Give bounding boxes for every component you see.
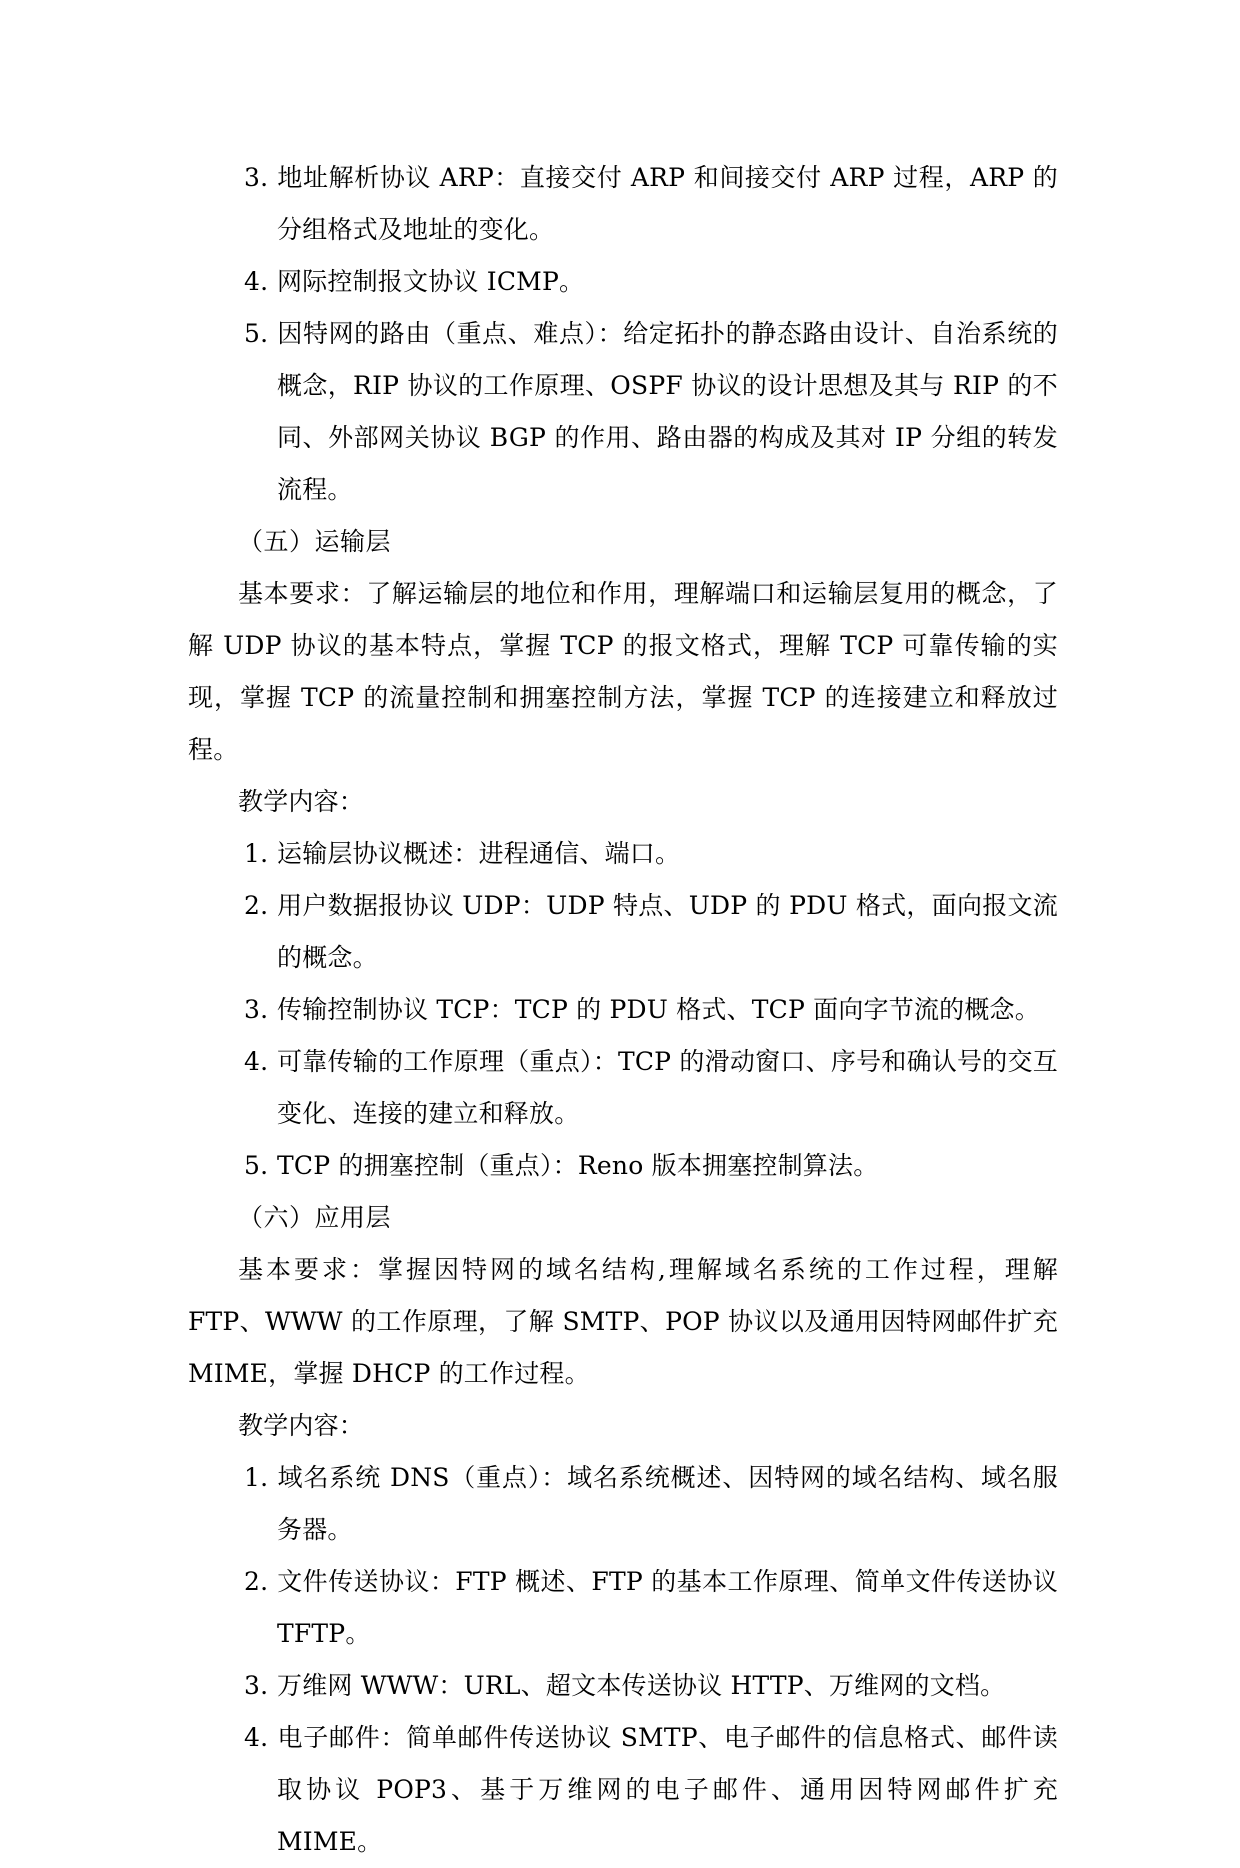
requirements-paragraph: 基本要求：了解运输层的地位和作用，理解端口和运输层复用的概念，了解 UDP 协议的基本特点，掌握 TCP 的报文格式，理解 TCP 可靠传输的实现，掌握 TCP 的流量控制和拥塞控制方法，掌握 TCP 的连接建立和释放过程。 — [188, 579, 1058, 764]
list-item — [188, 308, 1058, 516]
list-number: 5. — [244, 319, 269, 348]
list-text: 万维网 WWW：URL、超文本传送协议 HTTP、万维网的文档。 — [277, 1671, 1006, 1700]
list-text: TCP 的拥塞控制（重点）：Reno 版本拥塞控制算法。 — [277, 1151, 879, 1180]
list-number: 1. — [244, 839, 269, 868]
list-item — [188, 1556, 1058, 1660]
list-number: 3. — [244, 1671, 269, 1700]
list-item — [188, 1712, 1058, 1868]
list-text: 文件传送协议：FTP 概述、FTP 的基本工作原理、简单文件传送协议 TFTP。 — [277, 1567, 1058, 1648]
list-text: 电子邮件：简单邮件传送协议 SMTP、电子邮件的信息格式、邮件读取协议 POP3、基于万维网的电子邮件、通用因特网邮件扩充 MIME。 — [277, 1723, 1058, 1856]
list-text: 用户数据报协议 UDP：UDP 特点、UDP 的 PDU 格式，面向报文流的概念。 — [277, 891, 1058, 972]
list-number: 4. — [244, 1723, 269, 1752]
list-item — [188, 1140, 1058, 1192]
list-text: 地址解析协议 ARP：直接交付 ARP 和间接交付 ARP 过程，ARP 的分组格式及地址的变化。 — [277, 163, 1058, 244]
section-heading-transport: （五）运输层 — [238, 527, 392, 556]
list-text: 网际控制报文协议 ICMP。 — [277, 267, 585, 296]
list-number: 1. — [244, 1463, 269, 1492]
content-label: 教学内容： — [238, 1411, 365, 1440]
list-number: 3. — [244, 163, 269, 192]
list-text: 运输层协议概述：进程通信、端口。 — [277, 839, 681, 868]
list-text: 因特网的路由（重点、难点）：给定拓扑的静态路由设计、自治系统的概念，RIP 协议的工作原理、OSPF 协议的设计思想及其与 RIP 的不同、外部网关协议 BGP 的作用、路由器的构成及其对 IP 分组的转发流程。 — [277, 319, 1058, 504]
list-number: 2. — [244, 891, 269, 920]
list-item — [188, 828, 1058, 880]
section-heading-application: （六）应用层 — [238, 1203, 392, 1232]
list-number: 4. — [244, 1047, 269, 1076]
list-text: 域名系统 DNS（重点）：域名系统概述、因特网的域名结构、域名服务器。 — [277, 1463, 1058, 1544]
list-item — [188, 1036, 1058, 1140]
list-number: 3. — [244, 995, 269, 1024]
list-number: 4. — [244, 267, 269, 296]
page-body — [188, 152, 1058, 1868]
requirements-paragraph: 基本要求：掌握因特网的域名结构,理解域名系统的工作过程，理解 FTP、WWW 的工作原理，了解 SMTP、POP 协议以及通用因特网邮件扩充 MIME，掌握 DHCP 的工作过程。 — [188, 1255, 1058, 1388]
list-item — [188, 256, 1058, 308]
list-number: 5. — [244, 1151, 269, 1180]
list-item — [188, 1660, 1058, 1712]
content-label: 教学内容： — [238, 787, 365, 816]
list-text: 可靠传输的工作原理（重点）：TCP 的滑动窗口、序号和确认号的交互变化、连接的建立和释放。 — [277, 1047, 1058, 1128]
list-number: 2. — [244, 1567, 269, 1596]
list-item — [188, 984, 1058, 1036]
list-item — [188, 1452, 1058, 1556]
list-item — [188, 152, 1058, 256]
list-text: 传输控制协议 TCP：TCP 的 PDU 格式、TCP 面向字节流的概念。 — [277, 995, 1040, 1024]
list-item — [188, 880, 1058, 984]
